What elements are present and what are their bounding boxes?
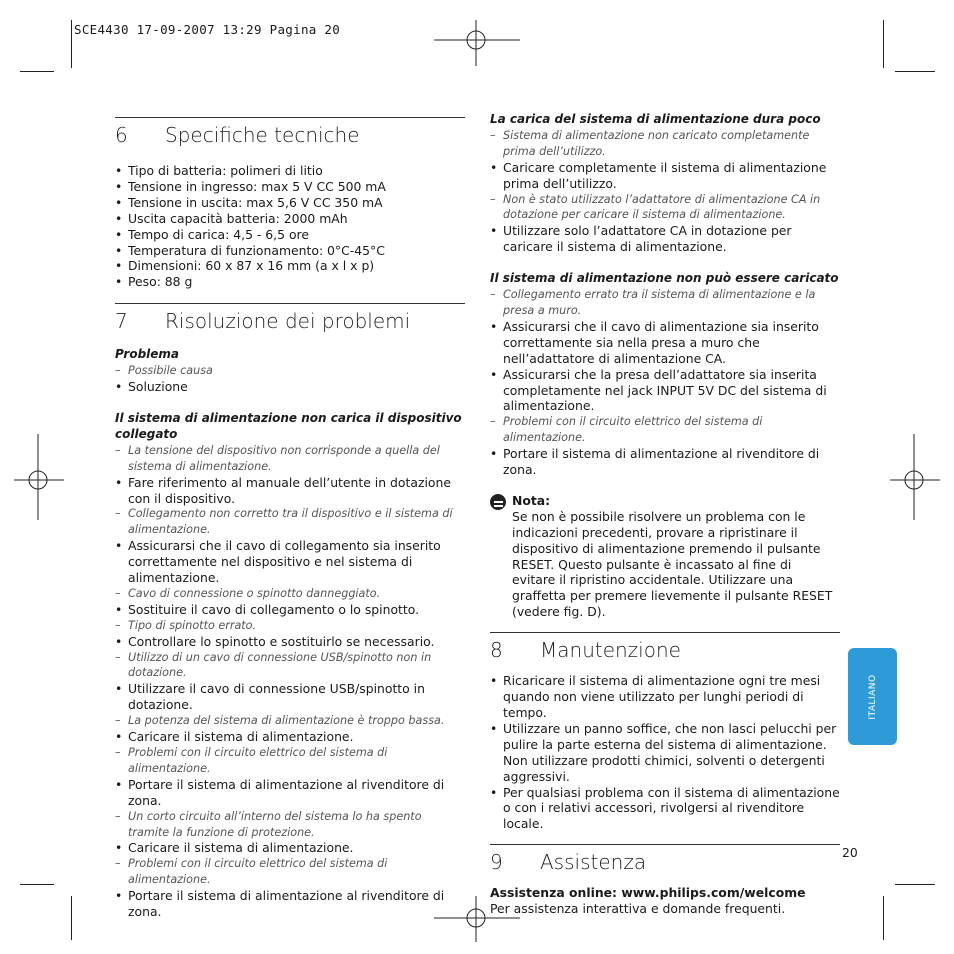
support-description: Per assistenza interattiva e domande frequenti. [490,901,786,917]
solution: • Fare riferimento al manuale dell’utente in dotazione con il dispositivo. [115,475,465,507]
note-box [490,493,840,620]
solution: • Caricare completamente il sistema di alimentazione prima dell’utilizzo. [490,160,840,192]
registration-mark-right [890,434,940,520]
section-7-rule [115,303,465,304]
cause: – Sistema di alimentazione non caricato completamente prima dell’utilizzo. [490,128,840,160]
cause: – La potenza del sistema di alimentazione è troppo bassa. [115,713,465,729]
section-7-number: 7 [115,309,128,334]
legend [115,347,465,395]
solution: • Utilizzare solo l’adattatore CA in dotazione per caricare il sistema di alimentazione. [490,223,840,255]
cause: – Utilizzo di un cavo di connessione USB/spinotto non in dotazione. [115,650,465,682]
spec-item: • Tempo di carica: 4,5 - 6,5 ore [115,227,465,243]
support-online-link[interactable]: Assistenza online: www.philips.com/welcome [490,885,806,901]
section-9-number: 9 [490,850,503,875]
note-text: Se non è possibile risolvere un problema con le indicazioni precedenti, provare a ripristinare il dispositivo di alimentazione premendo il pulsante RESET. Questo pulsante è incassato al fine di evitare il ripristino accidentale. Utilizzare una graffetta per premere lievemente il pulsante RESET (vedere fig. D). [512,508,833,620]
spec-item: • Tensione in ingresso: max 5 V CC 500 mA [115,179,465,195]
section-6-number: 6 [115,123,128,147]
cause: – Tipo di spinotto errato. [115,618,465,634]
section-9-heading [490,849,840,875]
cause: – La tensione del dispositivo non corrisponde a quella del sistema di alimentazione. [115,443,465,475]
problem-3-title: Il sistema di alimentazione non può essere caricato [490,271,839,286]
legend-cause: – Possibile causa [115,363,465,379]
solution: • Caricare il sistema di alimentazione. [115,729,465,745]
problem-2-title: La carica del sistema di alimentazione dura poco [490,112,821,126]
maintenance-item: • Utilizzare un panno soffice, che non lasci pelucchi per pulire la parte esterna del sistema di alimentazione. Non utilizzare prodotti chimici, solventi o detergenti aggressivi. [490,721,840,785]
legend-problem: Problema [115,347,180,362]
solution: • Assicurarsi che il cavo di alimentazione sia inserito correttamente sia nella presa a muro che nell’adattatore di alimentazione CA. [490,319,840,367]
right-column [490,112,840,917]
cause: – Cavo di connessione o spinotto danneggiato. [115,586,465,602]
solution: • Assicurarsi che la presa dell’adattatore sia inserita completamente nel jack INPUT 5V DC del sistema di alimentazione. [490,367,840,415]
problem-2 [490,112,840,255]
solution: • Utilizzare il cavo di connessione USB/spinotto in dotazione. [115,681,465,713]
spec-item: • Peso: 88 g [115,274,465,290]
registration-mark-top [434,20,520,66]
note-label: Nota: [512,492,551,508]
section-6-rule [115,117,465,118]
left-column [115,117,465,920]
cause: – Problemi con il circuito elettrico del sistema di alimentazione. [115,745,465,777]
cause: – Problemi con il circuito elettrico del sistema di alimentazione. [490,414,840,446]
solution: • Assicurarsi che il cavo di collegamento sia inserito correttamente nel dispositivo e nel sistema di alimentazione. [115,538,465,586]
solution: • Portare il sistema di alimentazione al rivenditore di zona. [490,446,840,478]
section-8-rule [490,632,840,633]
problem-3 [490,271,840,478]
problem-1-title: Il sistema di alimentazione non carica il dispositivo collegato [115,410,462,441]
section-8-heading [490,637,840,663]
cause: – Non è stato utilizzato l’adattatore di alimentazione CA in dotazione per caricare il sistema di alimentazione. [490,192,840,224]
spec-item: • Tipo di batteria: polimeri di litio [115,163,465,179]
spec-list [115,163,465,290]
spec-item: • Dimensioni: 60 x 87 x 16 mm (a x l x p) [115,258,465,274]
cause: – Un corto circuito all’interno del sistema lo ha spento tramite la funzione di protezione. [115,809,465,841]
language-tab-label: ITALIANO [867,673,878,720]
section-6-heading [115,122,465,148]
section-6-title: Specifiche tecniche [165,123,360,147]
note-icon [490,494,506,510]
page-number: 20 [842,845,858,860]
spec-item: • Uscita capacità batteria: 2000 mAh [115,211,465,227]
section-7-title: Risoluzione dei problemi [165,309,411,334]
cause: – Problemi con il circuito elettrico del sistema di alimentazione. [115,856,465,888]
section-8-number: 8 [490,638,503,663]
solution: • Controllare lo spinotto e sostituirlo se necessario. [115,634,465,650]
maintenance-item: • Ricaricare il sistema di alimentazione ogni tre mesi quando non viene utilizzato per lunghi periodi di tempo. [490,673,840,721]
spec-item: • Tensione in uscita: max 5,6 V CC 350 mA [115,195,465,211]
legend-solution: • Soluzione [115,379,465,395]
solution: • Portare il sistema di alimentazione al rivenditore di zona. [115,777,465,809]
cause: – Collegamento non corretto tra il dispositivo e il sistema di alimentazione. [115,506,465,538]
solution: • Caricare il sistema di alimentazione. [115,840,465,856]
language-tab [848,648,897,745]
maintenance-list [490,673,840,832]
problem-1 [115,411,465,920]
cause: – Collegamento errato tra il sistema di alimentazione e la presa a muro. [490,287,840,319]
section-9-title: Assistenza [540,850,647,875]
section-9-rule [490,844,840,845]
section-7-heading [115,308,465,334]
spec-item: • Temperatura di funzionamento: 0°C-45°C [115,243,465,259]
maintenance-item: • Per qualsiasi problema con il sistema di alimentazione o con i relativi accessori, rivolgersi al rivenditore locale. [490,785,840,833]
section-8-title: Manutenzione [540,638,681,663]
registration-mark-left [14,434,64,520]
print-header: SCE4430 17-09-2007 13:29 Pagina 20 [74,22,341,37]
solution: • Portare il sistema di alimentazione al rivenditore di zona. [115,888,465,920]
solution: • Sostituire il cavo di collegamento o lo spinotto. [115,602,465,618]
